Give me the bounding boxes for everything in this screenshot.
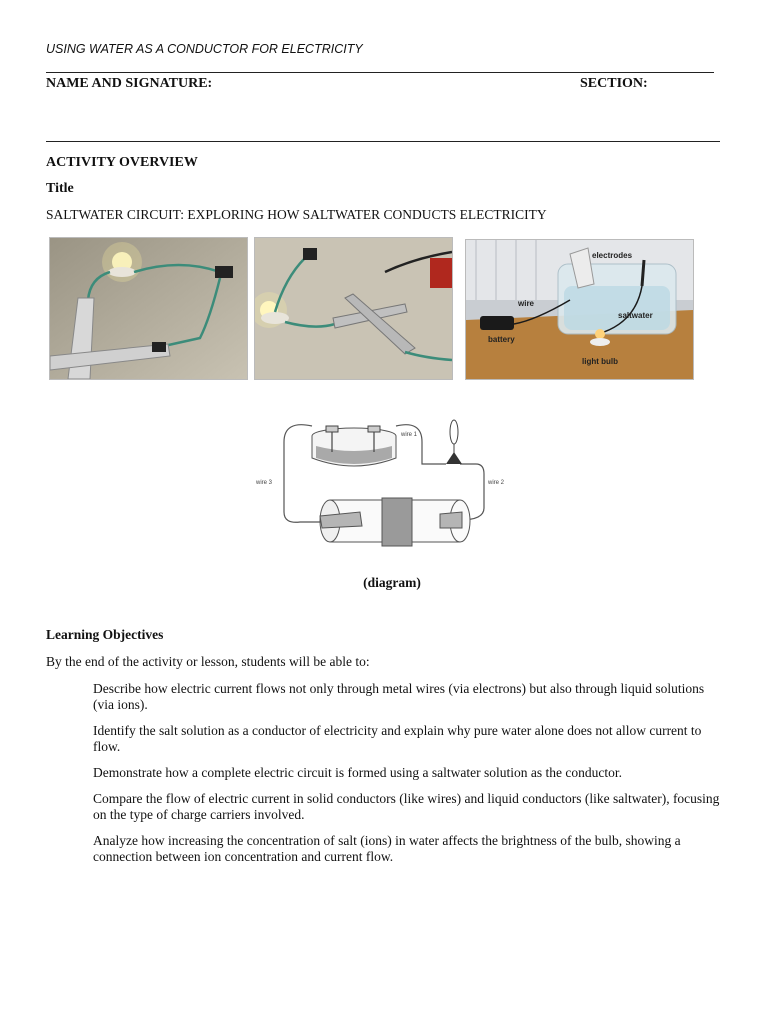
circuit-photo-1	[49, 237, 248, 380]
objectives-list	[93, 681, 721, 875]
section-label: SECTION:	[580, 76, 648, 91]
photo-label-electrodes: electrodes	[592, 251, 633, 260]
activity-overview-heading: ACTIVITY OVERVIEW	[46, 155, 198, 170]
title-label: Title	[46, 181, 74, 196]
circuit-diagram	[250, 412, 520, 554]
objective-item: Describe how electric current flows not only through metal wires (via electrons) but also through liquid solutions (via ions).	[93, 681, 705, 712]
diagram-label-wire-2: wire 2	[488, 480, 505, 486]
objectives-intro: By the end of the activity or lesson, students will be able to:	[46, 654, 370, 669]
photo-label-light-bulb: light bulb	[582, 357, 618, 366]
document-header-title: USING WATER AS A CONDUCTOR FOR ELECTRICITY	[46, 42, 363, 56]
learning-objectives-heading: Learning Objectives	[46, 627, 164, 642]
form-rule	[46, 141, 720, 142]
name-signature-label: NAME AND SIGNATURE:	[46, 76, 213, 91]
diagram-caption: (diagram)	[363, 575, 421, 590]
objective-item: Demonstrate how a complete electric circuit is formed using a saltwater solution as the conductor.	[93, 765, 622, 780]
header-rule	[46, 72, 714, 73]
objective-item: Analyze how increasing the concentration of salt (ions) in water affects the brightness of the bulb, showing a connection between ion concentration and current flow.	[93, 833, 681, 864]
objective-item: Identify the salt solution as a conductor of electricity and explain why pure water alone does not allow current to flow.	[93, 723, 702, 754]
objective-item: Compare the flow of electric current in solid conductors (like wires) and liquid conductors (like saltwater), focusing on the type of charge carriers involved.	[93, 791, 720, 822]
photo-label-saltwater: saltwater	[618, 311, 653, 320]
photo-label-wire: wire	[518, 299, 535, 308]
activity-title-text: SALTWATER CIRCUIT: EXPLORING HOW SALTWATER CONDUCTS ELECTRICITY	[46, 207, 547, 222]
saltwater-setup-photo	[465, 239, 694, 380]
circuit-photo-2	[254, 237, 453, 380]
diagram-label-wire-1: wire 1	[401, 432, 418, 438]
diagram-label-wire-3: wire 3	[256, 480, 273, 486]
photo-label-battery: battery	[488, 335, 515, 344]
